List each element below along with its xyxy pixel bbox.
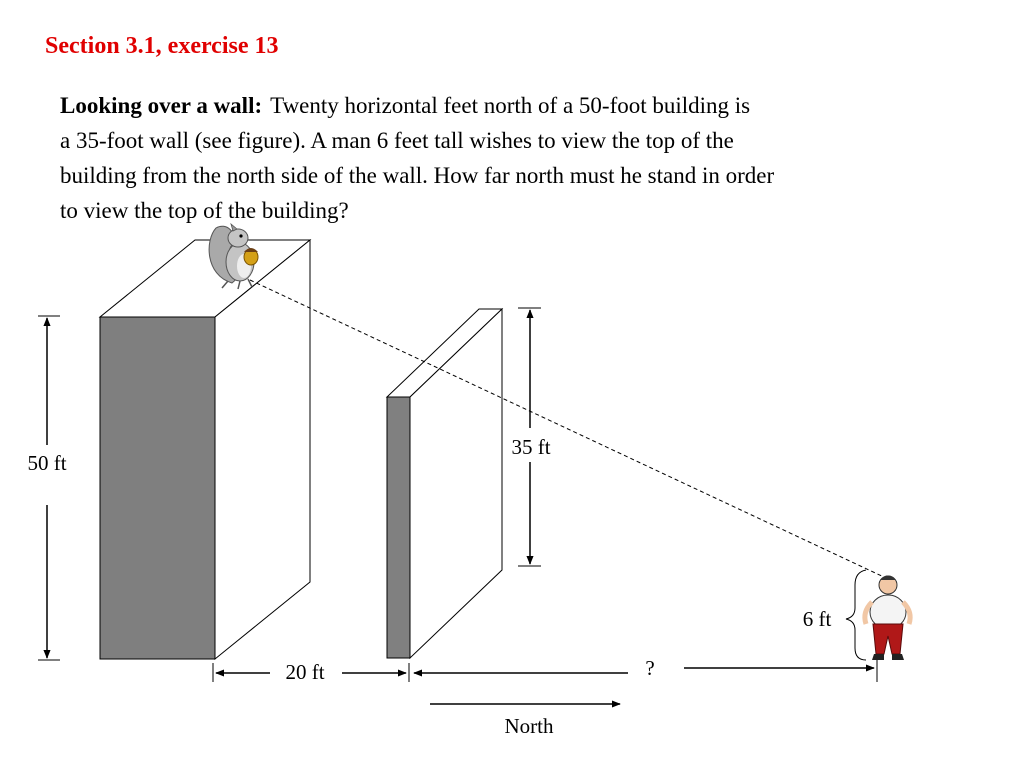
wall [387, 309, 502, 658]
man-height-dimension [803, 570, 866, 660]
gap-label: 20 ft [285, 660, 325, 684]
building-height-dimension [27, 316, 66, 660]
problem-line-2: a 35-foot wall (see figure). A man 6 feet tall wishes to view the top of the [60, 128, 734, 153]
wall-height-dimension [511, 308, 550, 566]
slide-title: Section 3.1, exercise 13 [45, 33, 279, 59]
problem-line-4: to view the top of the building? [60, 198, 349, 223]
building-height-label: 50 ft [27, 451, 67, 475]
man-height-label: 6 ft [802, 607, 832, 631]
north-label: North [504, 714, 554, 738]
sight-line [250, 280, 886, 578]
north-indicator [430, 704, 620, 738]
unknown-distance-dimension [414, 656, 877, 682]
unknown-distance-label: ? [645, 656, 655, 680]
building [100, 240, 310, 659]
problem-lead: Looking over a wall: [60, 93, 263, 118]
gap-dimension [213, 660, 409, 684]
problem-line-3: building from the north side of the wall. How far north must he stand in order [60, 163, 775, 188]
wall-height-label: 35 ft [511, 435, 551, 459]
building-front [100, 317, 215, 659]
man-icon [865, 576, 910, 661]
problem-line-1: Twenty horizontal feet north of a 50-foot building is [270, 93, 751, 118]
wall-front [387, 397, 410, 658]
